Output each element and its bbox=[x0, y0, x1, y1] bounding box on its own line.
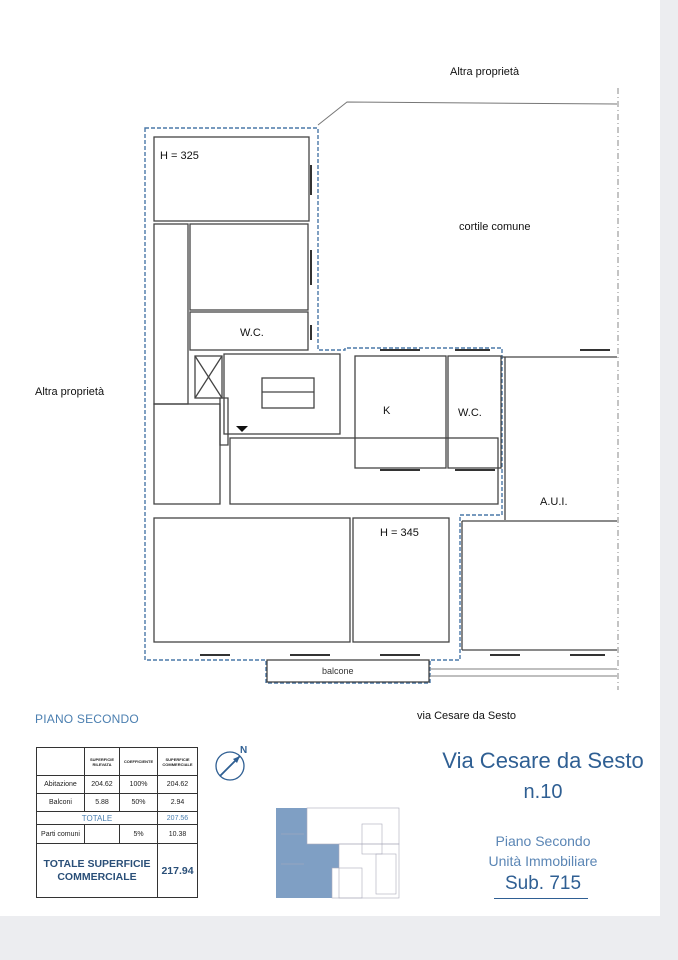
label-h345: H = 345 bbox=[380, 527, 419, 539]
parti-value: 10.38 bbox=[158, 825, 198, 844]
table-cell: 100% bbox=[120, 776, 158, 794]
title-unit: Unità Immobiliare bbox=[488, 853, 598, 869]
parti-coeff: 5% bbox=[120, 825, 158, 844]
table-cell-empty bbox=[85, 825, 120, 844]
table-cell: 204.62 bbox=[85, 776, 120, 794]
table-cell: 2.94 bbox=[158, 794, 198, 812]
table-cell: 204.62 bbox=[158, 776, 198, 794]
grand-total-value: 217.94 bbox=[158, 844, 198, 898]
street-label: via Cesare da Sesto bbox=[417, 710, 517, 722]
surface-table bbox=[36, 747, 198, 898]
stair-arrow bbox=[236, 426, 248, 432]
windows bbox=[200, 165, 610, 655]
label-balcone: balcone bbox=[322, 666, 354, 676]
compass-icon bbox=[212, 744, 252, 784]
label-h325: H = 325 bbox=[160, 150, 199, 162]
table-header-rilevata: SUPERFICIE RILEVATA bbox=[85, 748, 120, 776]
label-cortile: cortile comune bbox=[459, 221, 531, 233]
label-altra-top: Altra proprietà bbox=[450, 66, 520, 78]
title-sub: Sub. 715 bbox=[504, 873, 582, 894]
parti-label: Parti comuni bbox=[37, 825, 85, 844]
sub-underline bbox=[494, 898, 588, 899]
label-aui: A.U.I. bbox=[540, 496, 568, 508]
table-cell: Abitazione bbox=[37, 776, 85, 794]
totale-label: TOTALE bbox=[37, 812, 158, 825]
totale-value: 207.56 bbox=[158, 812, 198, 825]
compass-letter: N bbox=[240, 745, 248, 756]
table-header-coeff: COEFFICIENTE bbox=[120, 748, 158, 776]
table-header-commerciale: SUPERFICIE COMMERCIALE bbox=[158, 748, 198, 776]
grand-total-label: TOTALE SUPERFICIE COMMERCIALE bbox=[37, 844, 158, 898]
label-k: K bbox=[383, 405, 391, 417]
property-line bbox=[318, 102, 617, 125]
floor-label: PIANO SECONDO bbox=[35, 712, 139, 726]
title-floor: Piano Secondo bbox=[495, 833, 591, 849]
table-cell: 5.88 bbox=[85, 794, 120, 812]
label-altra-left: Altra proprietà bbox=[35, 386, 105, 398]
table-cell: 50% bbox=[120, 794, 158, 812]
table-cell: Balconi bbox=[37, 794, 85, 812]
title-street: Via Cesare da Sesto bbox=[442, 748, 644, 773]
table-header-empty bbox=[37, 748, 85, 776]
label-wc2: W.C. bbox=[458, 407, 482, 419]
minimap bbox=[276, 804, 400, 904]
title-number: n.10 bbox=[523, 781, 563, 803]
label-wc1: W.C. bbox=[240, 327, 264, 339]
